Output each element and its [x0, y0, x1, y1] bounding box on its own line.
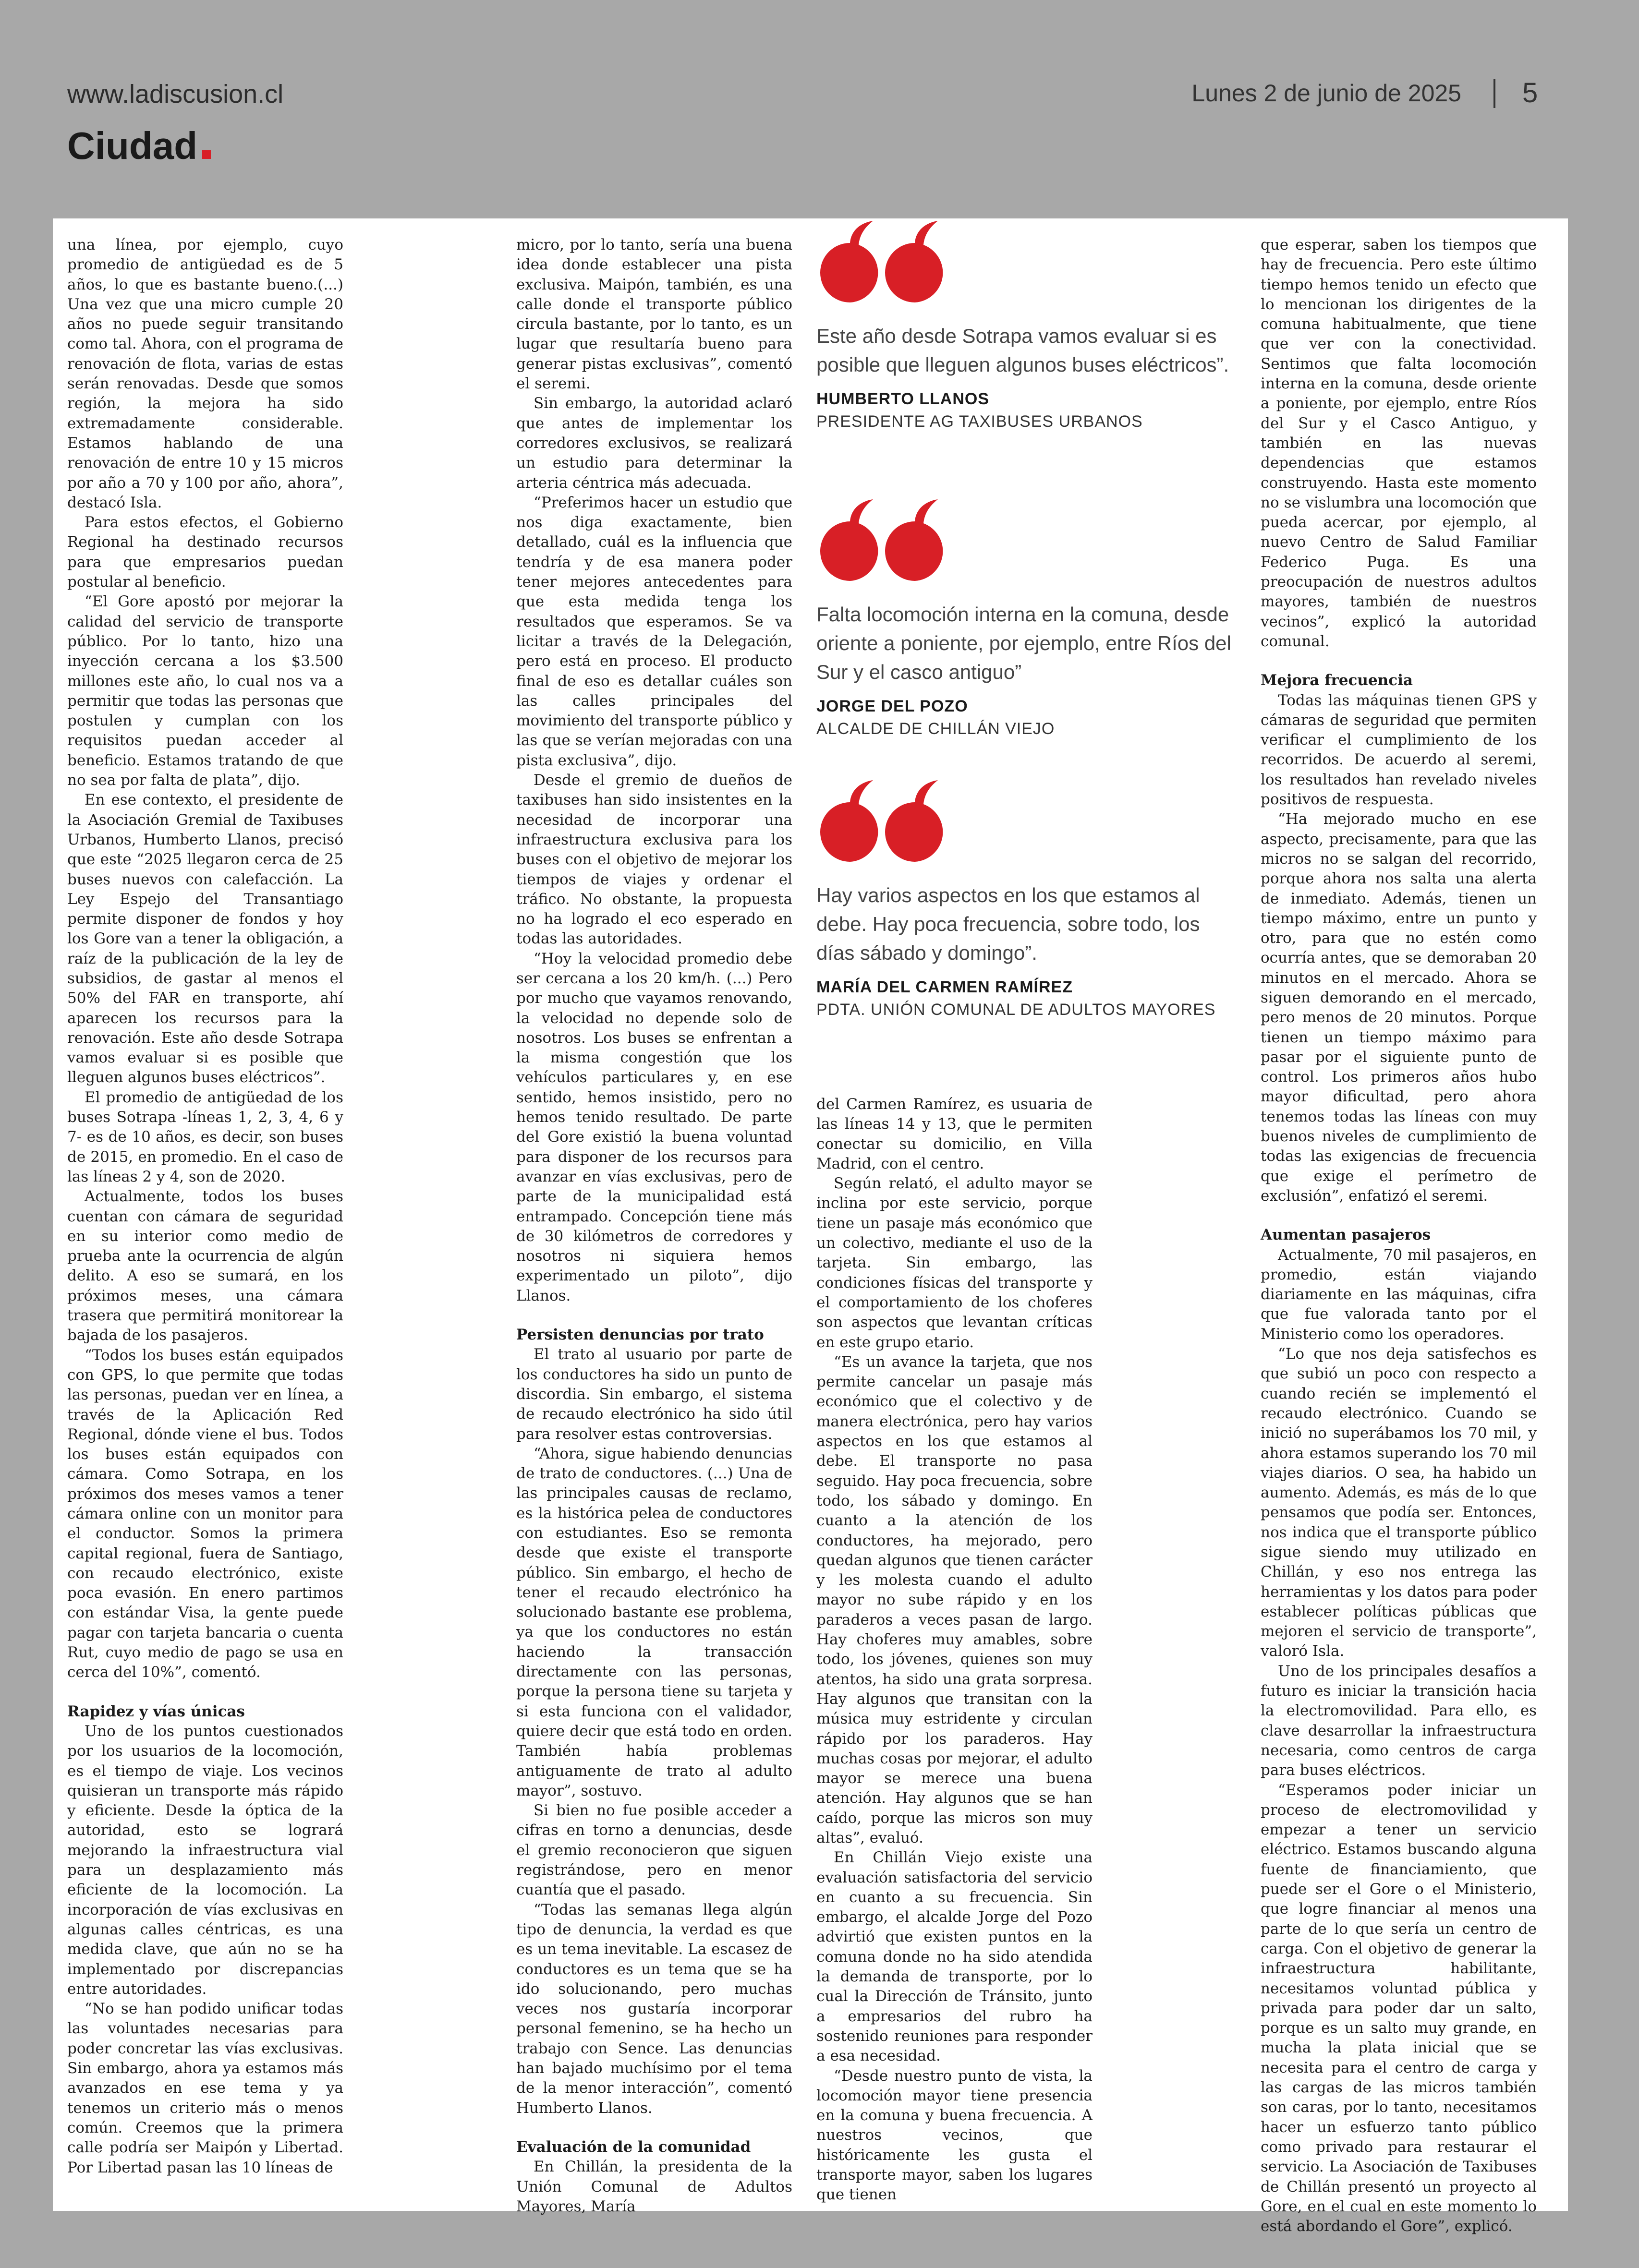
issue-date: Lunes 2 de junio de 2025	[1191, 80, 1461, 107]
paragraph: “Todos los buses están equipados con GPS, lo que permite que todas las personas, puedan ver en línea, a través de la Aplicación Red Regional, dónde viene el bus. Todos los buses están equipados con cámara. Como Sotrapa, en los próximos dos meses vamos a tener cámara online con un monitor para el conductor. Somos la primera capital regional, fuera de Santiago, con recaudo electrónico, existe poca evasión. En enero partimos con estándar Visa, la gente puede pagar con tarjeta bancaria o cuenta Rut, cuyo medio de pago se usa en cerca del 10%”, comentó.	[67, 1346, 343, 1681]
site-url[interactable]: www.ladiscusion.cl	[67, 80, 284, 109]
paragraph: El trato al usuario por parte de los conductores ha sido un punto de discordia. Sin embargo, el sistema de recaudo electrónico ha sido útil para resolver estas controversias.	[516, 1346, 792, 1443]
paragraph: Desde el gremio de dueños de taxibuses han sido insistentes en la necesidad de incorporar una infraestructura exclusiva para los buses con el objetivo de mejorar los tiempos de viajes y ordenar el tráfico. No obstante, la propuesta no ha logrado el eco esperado en todas las autoridades.	[516, 772, 792, 948]
paragraph: “Es un avance la tarjeta, que nos permite cancelar un pasaje más económico que el colectivo y de manera electrónica, pero hay varios aspectos en los que estamos al debe. El transporte no pasa seguido. Hay poca frecuencia, sobre todo, los sábado y domingo. En cuanto a la atención de los conductores, ha mejorado, pero quedan algunos que tienen carácter y les molesta cuando el adulto mayor no sube rápido y en los paraderos a veces pasan de largo. Hay choferes muy amables, sobre todo, los jóvenes, quienes son muy atentos, ha sido una grata sorpresa. Hay algunos que transitan con la música muy estridente y circulan rápido por los paraderos. Hay muchas cosas por mejorar, el adulto mayor se merece una buena atención. Hay algunos que se han caído, porque las micros son muy altas”, evaluó.	[816, 1353, 1093, 1846]
subheading: Persisten denuncias por trato	[516, 1326, 764, 1344]
paragraph: “El Gore apostó por mejorar la calidad del servicio de transporte público. Por lo tanto, hizo una inyección cercana a los $3.500 millones este año, lo cual nos va a permitir que todas las personas que postulen y cumplan con los requisitos puedan acceder al beneficio. Estamos tratando de que no sea por falta de plata”, dijo.	[67, 593, 343, 789]
paragraph: “Lo que nos deja satisfechos es que subió un poco con respecto a cuando recién se implementó el recaudo electrónico. Cuando se inició no superábamos los 70 mil, y ahora estamos superando los 70 mil viajes diarios. O sea, ha habido un aumento. Además, es más de lo que pensamos que podía ser. Entonces, nos indica que el transporte público sigue siendo muy utilizado en Chillán, y eso nos entrega las herramientas y los datos para poder establecer políticas públicas que mejoren el servicio de transporte”, valoró Isla.	[1261, 1345, 1537, 1660]
paragraph: Actualmente, 70 mil pasajeros, en promedio, están viajando diariamente en las máquinas, cifra que fue valorada tanto por el Ministerio como los operadores.	[1261, 1246, 1537, 1343]
paragraph: Todas las máquinas tienen GPS y cámaras de seguridad que permiten verificar el cumplimiento de los recorridos. De acuerdo al seremi, los resultados han revelado niveles positivos de respuesta.	[1261, 691, 1537, 808]
page-header	[0, 0, 1639, 211]
paragraph: Si bien no fue posible acceder a cifras en torno a denuncias, desde el gremio reconocieron que siguen registrándose, pero en menor cuantía que el pasado.	[516, 1802, 792, 1899]
pull-quote-llanos	[816, 221, 1234, 431]
quote-author: JORGE DEL POZO	[816, 697, 968, 715]
paragraph: “Desde nuestro punto de vista, la locomoción mayor tiene presencia en la comuna y buena frecuencia. A nuestros vecinos, que históricamente les gusta el transporte mayor, saben los lugares que tienen	[816, 2067, 1093, 2204]
paragraph: “Esperamos poder iniciar un proceso de electromovilidad y empezar a tener un servicio eléctrico. Estamos buscando alguna fuente de financiamiento, que puede ser el Gore o el Ministerio, que logre financiar al menos una parte de lo que sería un centro de carga. Con el objetivo de generar la infraestructura habilitante, necesitamos voluntad pública y privada para poder dar un salto, porque es un salto muy grande, en mucha la plata inicial que se necesita para el centro de carga y las cargas de las micros también son caras, por lo tanto, necesitamos hacer un esfuerzo tanto público como privado para restaurar el servicio. La Asociación de Taxibuses de Chillán presentó un proyecto al Gore, en el cual en este momento lo está abordando el Gore”, explicó.	[1261, 1781, 1537, 2235]
article-column-3	[816, 1095, 1093, 2204]
paragraph: En ese contexto, el presidente de la Asociación Gremial de Taxibuses Urbanos, Humberto Llanos, precisó que este “2025 llegaron cerca de 25 buses nuevos con calefacción. La Ley Espejo del Transantiago permite disponer de fondos y hoy los Gore van a tener la obligación, a raíz de la publicación de la ley de subsidios, de gastar al menos el 50% del FAR en transporte, ahí aparecen los recursos para la renovación. Este año desde Sotrapa vamos evaluar si es posible que lleguen algunos buses eléctricos”.	[67, 791, 343, 1086]
page-number: 5	[1522, 77, 1538, 109]
paragraph: Uno de los puntos cuestionados por los usuarios de la locomoción, es el tiempo de viaje. Los vecinos quisieran un transporte más rápido y eficiente. Desde la óptica de la autoridad, esto se logrará mejorando la infraestructura vial para un desplazamiento más eficiente de la locomoción. La incorporación de vías exclusivas en algunas calles céntricas, es una medida clave, que aún no se ha implementado por discrepancias entre autoridades.	[67, 1722, 343, 1998]
subheading: Evaluación de la comunidad	[516, 2138, 751, 2156]
quote-author: MARÍA DEL CARMEN RAMÍREZ	[816, 978, 1073, 996]
paragraph: En Chillán Viejo existe una evaluación satisfactoria del servicio en cuanto a su frecuencia. Sin embargo, el alcalde Jorge del Pozo advirtió que existen puntos en la comuna donde no ha sido atendida la demanda de transporte, por lo cual la Dirección de Tránsito, junto a empresarios del rubro ha sostenido reuniones para responder a esa necesidad.	[816, 1849, 1093, 2065]
quotation-mark-icon	[816, 780, 946, 862]
quotation-mark-icon	[816, 499, 946, 581]
quote-text: Hay varios aspectos en los que estamos al debe. Hay poca frecuencia, sobre todo, los días sábado y domingo”.	[816, 884, 1200, 964]
paragraph: Sin embargo, la autoridad aclaró que antes de implementar los corredores exclusivos, se realizará un estudio para determinar la arteria céntrica más adecuada.	[516, 395, 792, 492]
pull-quote-del-pozo	[816, 499, 1234, 738]
paragraph: El promedio de antigüedad de los buses Sotrapa -líneas 1, 2, 3, 4, 6 y 7- es de 10 años, es decir, son buses de 2015, en promedio. En el caso de las líneas 2 y 4, son de 2020.	[67, 1088, 343, 1185]
paragraph: una línea, por ejemplo, cuyo promedio de antigüedad es de 5 años, lo que es bastante bueno.(...) Una vez que una micro cumple 20 años no puede seguir transitando como tal. Ahora, con el programa de renovación de flota, varias de estas serán renovadas. Desde que somos región, la mejora ha sido extremadamente considerable. Estamos hablando de una renovación de entre 10 y 15 micros por año a 70 y 100 por año, ahora”, destacó Isla.	[67, 236, 343, 511]
paragraph: Para estos efectos, el Gobierno Regional ha destinado recursos para que empresarios puedan postular al beneficio.	[67, 514, 343, 591]
subheading: Aumentan pasajeros	[1261, 1226, 1431, 1244]
paragraph: “Todas las semanas llega algún tipo de denuncia, la verdad es que es un tema inevitable. La escasez de conductores es un tema que se ha ido solucionando, pero muchas veces nos gustaría incorporar personal femenino, se ha hecho un trabajo con Sence. Las denuncias han bajado muchísimo por el tema de la menor interacción”, comentó Humberto Llanos.	[516, 1901, 792, 2117]
section-title	[67, 124, 211, 168]
quote-role: PDTA. UNIÓN COMUNAL DE ADULTOS MAYORES	[816, 1001, 1216, 1019]
header-separator	[1493, 79, 1495, 108]
paragraph: “Hoy la velocidad promedio debe ser cercana a los 20 km/h. (...) Pero por mucho que vayamos renovando, la velocidad no depende solo de nosotros. Los buses se enfrentan a la misma congestión que los vehículos particulares y, en ese sentido, hemos insistido, pero no hemos tenido resultado. De parte del Gore existió la buena voluntad para disponer de los recursos para avanzar en vías exclusivas, pero de parte de la municipalidad está entrampado. Concepción tiene más de 30 kilómetros de corredores y nosotros ni siquiera hemos experimentado un piloto”, dijo Llanos.	[516, 950, 792, 1304]
section-accent-dot	[202, 150, 211, 159]
paragraph: “Preferimos hacer un estudio que nos diga exactamente, bien detallado, cuál es la influencia que tendría y de esa manera poder tener mejores antecedentes para que esta medida tenga los resultados que esperamos. Se va licitar a través de la Delegación, pero está en proceso. El producto final de eso es detallar cuáles son las calles principales del movimiento del transporte público y las que se verían mejoradas con una pista exclusiva”, dijo.	[516, 494, 792, 769]
paragraph: del Carmen Ramírez, es usuaria de las líneas 14 y 13, que le permiten conectar su domicilio, en Villa Madrid, con el centro.	[816, 1096, 1093, 1172]
subheading: Rapidez y vías únicas	[67, 1702, 245, 1720]
paragraph: Actualmente, todos los buses cuentan con cámara de seguridad en su interior como medio de prueba ante la ocurrencia de algún delito. A eso se sumará, en los próximos meses, una cámara trasera que permitirá monitorear la bajada de los pasajeros.	[67, 1188, 343, 1344]
paragraph: “Ha mejorado mucho en ese aspecto, precisamente, para que las micros no se salgan del recorrido, porque ahora nos salta una alerta de inmediato. Además, tienen un tiempo máximo, entre un punto y otro, para que no estén como ocurría antes, que se demoraban 20 minutos en el mercado. Ahora se siguen demorando en el mercado, pero menos de 20 minutos. Porque tienen un tiempo máximo para pasar por el siguiente punto de control. Los primeros años hubo mayor dificultad, pero ahora tenemos todas las líneas con muy buenos niveles de cumplimiento de todas las exigencias de frecuencia que exige el perímetro de exclusión”, enfatizó el seremi.	[1261, 810, 1537, 1205]
paragraph: En Chillán, la presidenta de la Unión Comunal de Adultos Mayores, María	[516, 2158, 792, 2215]
article-page	[53, 218, 1568, 2235]
paragraph: Según relató, el adulto mayor se inclina por este servicio, porque tiene un pasaje más económico que un colectivo, mediante el uso de la tarjeta. Sin embargo, las condiciones físicas del transporte y el comportamiento de los choferes son aspectos que levantan críticas en este grupo etario.	[816, 1175, 1093, 1351]
quote-author: HUMBERTO LLANOS	[816, 390, 990, 408]
pull-quote-ramirez	[816, 780, 1234, 1019]
quote-role: ALCALDE DE CHILLÁN VIEJO	[816, 720, 1055, 738]
quote-text: Este año desde Sotrapa vamos evaluar si es posible que lleguen algunos buses eléctricos”.	[816, 325, 1229, 376]
article-column-1	[67, 235, 343, 2184]
paragraph: “No se han podido unificar todas las voluntades necesarias para poder concretar las vías exclusivas. Sin embargo, ahora ya estamos más avanzados en ese tema y ya tenemos un criterio más o menos común. Creemos que la primera calle podría ser Maipón y Libertad. Por Libertad pasan las 10 líneas de	[67, 2000, 343, 2176]
paragraph: micro, por lo tanto, sería una buena idea donde establecer una pista exclusiva. Maipón, también, es una calle donde el transporte público circula bastante, por lo tanto, es un lugar que resultaría bueno para generar pistas exclusivas”, comentó el seremi.	[516, 236, 792, 393]
subheading: Mejora frecuencia	[1261, 672, 1413, 689]
quote-role: PRESIDENTE AG TAXIBUSES URBANOS	[816, 412, 1143, 431]
section-label: Ciudad	[67, 124, 198, 167]
paragraph: que esperar, saben los tiempos que hay de frecuencia. Pero este último tiempo hemos tenido un efecto que lo mencionan los dirigentes de la comuna habitualmente, que tiene que ver con la conectividad. Sentimos que falta locomoción interna en la comuna, desde oriente a poniente, por ejemplo, entre Ríos del Sur y el Casco Antiguo, y también en las nuevas dependencias que estamos construyendo. Hasta este momento no se vislumbra una locomoción que pueda acercar, por ejemplo, al nuevo Centro de Salud Familiar Federico Puga. Es una preocupación de nuestros adultos mayores, también de nuestros vecinos”, explicó la autoridad comunal.	[1261, 236, 1537, 650]
article-column-2	[516, 235, 792, 2215]
paragraph: Uno de los principales desafíos a futuro es iniciar la transición hacia la electromovilidad. Para ello, es clave desarrollar la infraestructura necesaria, como centros de carga para buses eléctricos.	[1261, 1662, 1537, 1779]
quote-text: Falta locomoción interna en la comuna, desde oriente a poniente, por ejemplo, entre Ríos del Sur y el casco antiguo”	[816, 603, 1231, 683]
paragraph: “Ahora, sigue habiendo denuncias de trato de conductores. (...) Una de las principales causas de reclamo, es la histórica pelea de conductores con estudiantes. Eso se remonta desde que existe el transporte público. Sin embargo, el hecho de tener el recaudo electrónico ha solucionado bastante ese problema, ya que los conductores no están haciendo la transacción directamente con las personas, porque la persona tiene su tarjeta y si esta funciona con el validador, quiere decir que está todo en orden. También había problemas antiguamente de trato al adulto mayor”, sostuvo.	[516, 1445, 792, 1799]
quotation-mark-icon	[816, 221, 946, 302]
article-column-4	[1261, 235, 1537, 2235]
